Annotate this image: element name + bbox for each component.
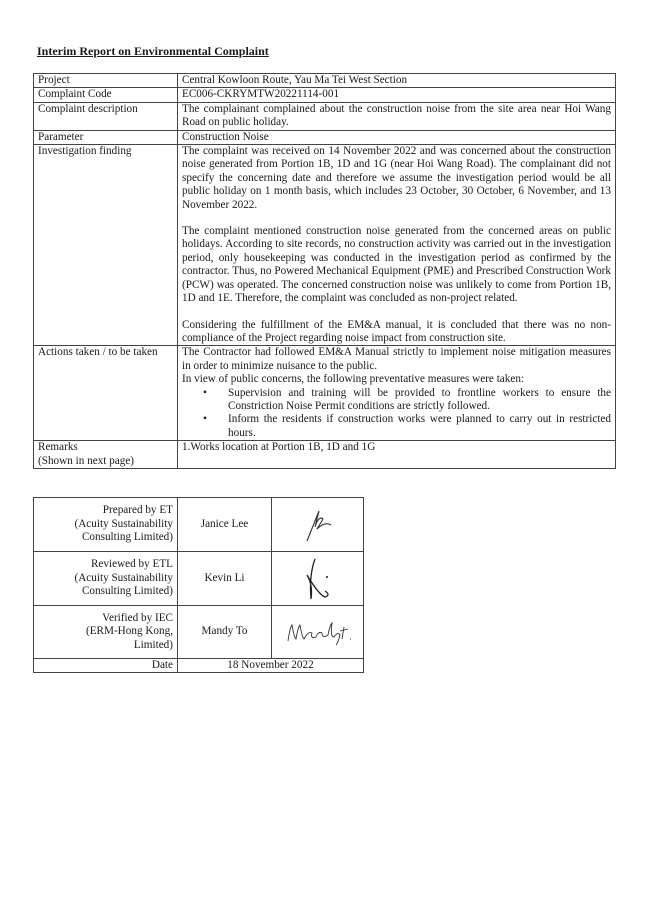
date-label: Date bbox=[34, 659, 178, 673]
actions-bullet-list bbox=[182, 387, 611, 441]
signature-janice-lee-icon bbox=[293, 505, 343, 545]
signoff-row-verified bbox=[34, 606, 364, 659]
complaint-description-value: The complainant complained about the construction noise from the site area near Hoi Wang Road on public holiday. bbox=[178, 102, 616, 130]
complaint-details-table bbox=[33, 73, 616, 469]
finding-paragraph-2: The complaint mentioned construction noise generated from the concerned areas on public holidays. According to site records, no construction activity was carried out in the investigation period, only housekeeping was conducted in the investigation period as confirmed by the contractor. Thus, no Powered Mechanical Equipment (PME) and Prescribed Construction Work (PCW) was operated. The concerned construction noise was unlikely to come from Portion 1B, 1D and 1E. Therefore, the complaint was concluded as non-project related. bbox=[182, 225, 611, 305]
row-investigation-finding bbox=[34, 145, 616, 346]
row-remarks bbox=[34, 441, 616, 469]
prepared-role-line2: (Acuity Sustainability bbox=[74, 517, 173, 530]
prepared-role-line3: Consulting Limited) bbox=[81, 531, 173, 544]
actions-lead: In view of public concerns, the following preventative measures were taken: bbox=[182, 373, 525, 386]
row-parameter bbox=[34, 130, 616, 144]
verified-name: Mandy To bbox=[178, 606, 272, 659]
remarks-label-cell bbox=[34, 441, 178, 469]
actions-bullet-2: • Inform the residents if construction works were planned to carry out in restricted hours. bbox=[228, 413, 611, 440]
reviewed-name: Kevin Li bbox=[178, 552, 272, 606]
actions-bullet-1: • Supervision and training will be provided to frontline workers to ensure the Constriction Noise Permit conditions are strictly followed. bbox=[228, 387, 611, 414]
verified-role bbox=[34, 606, 178, 659]
signoff-row-reviewed bbox=[34, 552, 364, 606]
remarks-sublabel: (Shown in next page) bbox=[38, 454, 135, 467]
prepared-name: Janice Lee bbox=[178, 498, 272, 552]
signature-mandy-to-icon bbox=[282, 617, 354, 647]
report-title: Interim Report on Environmental Complaint bbox=[37, 44, 269, 58]
actions-intro: The Contractor had followed EM&A Manual strictly to implement noise mitigation measures in order to minimize nuisance to the public. bbox=[182, 346, 611, 372]
complaint-code-value: EC006-CKRYMTW20221114-001 bbox=[178, 88, 616, 102]
parameter-value: Construction Noise bbox=[178, 130, 616, 144]
row-project bbox=[34, 74, 616, 88]
date-value: 18 November 2022 bbox=[178, 659, 364, 673]
verified-role-line3: Limited) bbox=[133, 638, 173, 651]
parameter-label: Parameter bbox=[34, 130, 178, 144]
project-value: Central Kowloon Route, Yau Ma Tei West Section bbox=[178, 74, 616, 88]
investigation-finding-value bbox=[178, 145, 616, 346]
verified-role-line1: Verified by IEC bbox=[102, 611, 173, 624]
prepared-role-line1: Prepared by ET bbox=[102, 504, 173, 517]
reviewed-signature-cell bbox=[272, 552, 364, 606]
verified-role-line2: (ERM-Hong Kong, bbox=[85, 625, 173, 638]
signature-kevin-li-icon bbox=[293, 555, 343, 603]
prepared-role bbox=[34, 498, 178, 552]
row-complaint-code bbox=[34, 88, 616, 102]
signoff-row-prepared bbox=[34, 498, 364, 552]
signoff-table bbox=[33, 497, 364, 673]
project-label: Project bbox=[34, 74, 178, 88]
row-complaint-description bbox=[34, 102, 616, 130]
investigation-finding-label: Investigation finding bbox=[34, 145, 178, 346]
complaint-description-label: Complaint description bbox=[34, 102, 178, 130]
actions-value bbox=[178, 346, 616, 441]
signoff-row-date bbox=[34, 659, 364, 673]
row-actions bbox=[34, 346, 616, 441]
remarks-label: Remarks bbox=[38, 441, 78, 454]
verified-signature-cell bbox=[272, 606, 364, 659]
remarks-value: 1.Works location at Portion 1B, 1D and 1G bbox=[178, 441, 616, 469]
actions-label: Actions taken / to be taken bbox=[34, 346, 178, 441]
reviewed-role bbox=[34, 552, 178, 606]
complaint-code-label: Complaint Code bbox=[34, 88, 178, 102]
reviewed-role-line1: Reviewed by ETL bbox=[90, 558, 173, 571]
prepared-signature-cell bbox=[272, 498, 364, 552]
finding-paragraph-1: The complaint was received on 14 November 2022 and was concerned about the construction noise generated from Portion 1B, 1D and 1G (near Hoi Wang Road). The complainant did not specify the concerning date and therefore we assume the investigation period would be all public holiday on 1 month basis, which includes 23 October, 30 October, 6 November, and 13 November 2022. bbox=[182, 145, 611, 211]
finding-paragraph-3: Considering the fulfillment of the EM&A manual, it is concluded that there was no non-compliance of the Project regarding noise impact from construction site. bbox=[182, 318, 611, 344]
reviewed-role-line2: (Acuity Sustainability bbox=[74, 571, 173, 584]
reviewed-role-line3: Consulting Limited) bbox=[81, 585, 173, 598]
